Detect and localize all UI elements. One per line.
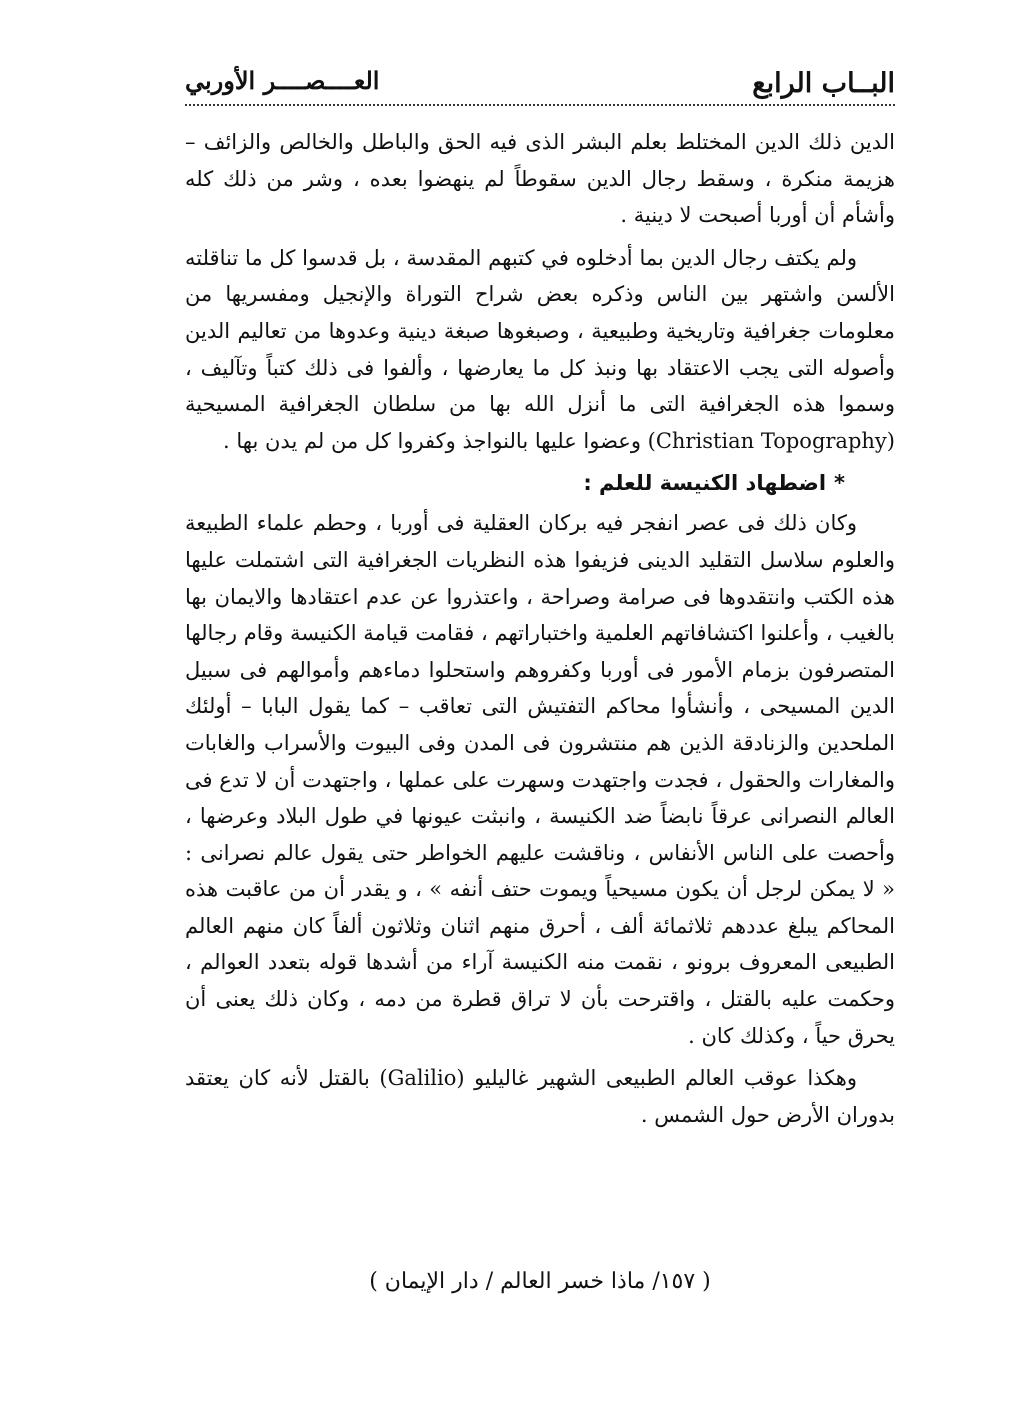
latin-term-galilio: Galilio [387, 1066, 457, 1091]
paragraph-2-text: ولم يكتف رجال الدين بما أدخلوه في كتبهم المقدسة ، بل قدسوا كل ما تناقلته الألسن واشتهر بين الناس وذكره بعض شراح التوراة والإنجيل ومفسريها من معلومات جغرافية وتاريخية وطبيعية ، وصبغوها صبغة دينية وعدوها من تعاليم الدين وأصوله التى يجب الاعتقاد بها ونبذ كل ما يعارضها ، وألفوا فى ذلك كتباً وتآليف ، وسموا هذه الجغرافية التى ما أنزل الله بها من سلطان الجغرافية المسيحية ( [185, 245, 895, 453]
paragraph-2-text-end: ) وعضوا عليها بالنواجذ وكفروا كل من لم يدن بها . [223, 428, 656, 453]
running-header [185, 60, 895, 104]
paragraph-3: وكان ذلك فى عصر انفجر فيه بركان العقلية فى أوربا ، وحطم علماء الطبيعة والعلوم سلاسل التقليد الدينى فزيفوا هذه النظريات الجغرافية التى اشتملت عليها هذه الكتب وانتقدوها فى صرامة وصراحة ، واعتذروا عن عدم اعتقادها والايمان بها بالغيب ، وأعلنوا اكتشافاتهم العلمية واختباراتهم ، فقامت قيامة الكنيسة وقام رجالها المتصرفون بزمام الأمور فى أوربا وكفروهم واستحلوا دماءهم وأموالهم فى سبيل الدين المسيحى ، وأنشأوا محاكم التفتيش التى تعاقب – كما يقول البابا – أولئك الملحدين والزنادقة الذين هم منتشرون فى المدن وفى البيوت والأسراب والغابات والمغارات والحقول ، فجدت واجتهدت وسهرت على عملها ، واجتهدت أن لا تدع فى العالم النصرانى عرقاً نابضاً ضد الكنيسة ، وانبثت عيونها في طول البلاد وعرضها ، وأحصت على الناس الأنفاس ، وناقشت عليهم الخواطر حتى يقول عالم نصرانى : « لا يمكن لرجل أن يكون مسيحياً ويموت حتف أنفه » ، و يقدر أن من عاقبت هذه المحاكم يبلغ عددهم ثلاثمائة ألف ، أحرق منهم اثنان وثلاثون ألفاً كان منهم العالم الطبيعى المعروف برونو ، نقمت منه الكنيسة آراء من أشدها قوله بتعدد العوالم ، وحكمت عليه بالقتل ، واقترحت بأن لا تراق قطرة من دمه ، وكان ذلك يعنى أن يحرق حياً ، وكذلك كان . [185, 511, 896, 1048]
section-heading-title: اضطهاد الكنيسة للعلم : [583, 471, 827, 496]
book-section-title: العــــصــــر الأوربي [185, 66, 380, 95]
chapter-title: البــاب الرابع [752, 68, 895, 99]
latin-term-christian-topography: Christian Topography [655, 428, 887, 453]
paragraph-4-text: وهكذا عوقب العالم الطبيعى الشهير غاليليو ( [456, 1066, 857, 1091]
page-footer: ( ١٥٧/ ماذا خسر العالم / دار الإيمان ) [369, 1269, 711, 1294]
section-heading [185, 465, 895, 501]
paragraph-1: الدين ذلك الدين المختلط بعلم البشر الذى فيه الحق والباطل والخالص والزائف – هزيمة منكرة ، وسقط رجال الدين سقوطاً لم ينهضوا بعده ، وشر من ذلك كله وأشأم أن أوربا أصبحت لا دينية . [185, 130, 895, 228]
body-text [185, 124, 895, 1139]
paragraph-4-text-end: ) بالقتل لأنه كان يعتقد بدوران الأرض حول الشمس . [185, 1066, 895, 1127]
paragraph-2 [185, 240, 895, 460]
header-divider [185, 104, 895, 106]
paragraph-4 [185, 1060, 895, 1133]
heading-bullet: * [834, 471, 845, 496]
